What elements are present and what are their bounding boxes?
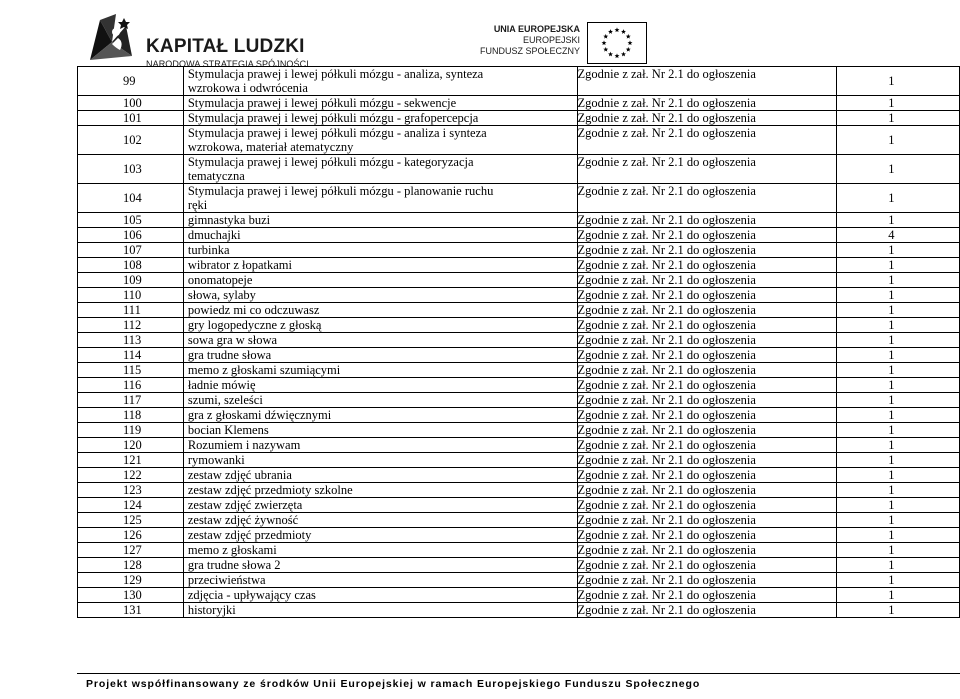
eu-logo-text xyxy=(480,24,580,57)
row-status: Zgodnie z zał. Nr 2.1 do ogłoszenia xyxy=(577,573,837,588)
row-description xyxy=(183,543,577,558)
row-number: 114 xyxy=(78,348,184,363)
row-number: 121 xyxy=(78,453,184,468)
row-number: 111 xyxy=(78,303,184,318)
kapital-ludzki-subtitle: NARODOWA STRATEGIA SPÓJNOŚCI xyxy=(146,59,309,69)
row-status: Zgodnie z zał. Nr 2.1 do ogłoszenia xyxy=(577,423,837,438)
row-quantity: 1 xyxy=(837,438,960,453)
row-number: 115 xyxy=(78,363,184,378)
row-status: Zgodnie z zał. Nr 2.1 do ogłoszenia xyxy=(577,213,837,228)
row-status: Zgodnie z zał. Nr 2.1 do ogłoszenia xyxy=(577,348,837,363)
row-number: 104 xyxy=(78,184,184,213)
row-number: 110 xyxy=(78,288,184,303)
table-row xyxy=(78,543,960,558)
table-row xyxy=(78,513,960,528)
table-row xyxy=(78,333,960,348)
row-quantity: 1 xyxy=(837,273,960,288)
row-description xyxy=(183,528,577,543)
row-quantity: 1 xyxy=(837,184,960,213)
description-line: historyjki xyxy=(187,603,236,617)
row-status: Zgodnie z zał. Nr 2.1 do ogłoszenia xyxy=(577,513,837,528)
description-line: gimnastyka buzi xyxy=(187,213,271,227)
description-line: Stymulacja prawej i lewej półkuli mózgu - analiza i synteza xyxy=(187,126,487,140)
page-header xyxy=(0,0,960,68)
row-status: Zgodnie z zał. Nr 2.1 do ogłoszenia xyxy=(577,155,837,184)
footer-text: Projekt współfinansowany ze środków Unii Europejskiej w ramach Europejskiego Funduszu Społecznego xyxy=(86,678,701,690)
table-row xyxy=(78,243,960,258)
table-row xyxy=(78,573,960,588)
eu-logo-line2: EUROPEJSKI xyxy=(522,35,580,45)
row-description xyxy=(183,438,577,453)
description-line: słowa, sylaby xyxy=(187,288,256,302)
row-number: 120 xyxy=(78,438,184,453)
row-quantity: 1 xyxy=(837,318,960,333)
row-description xyxy=(183,363,577,378)
description-line: zestaw zdjęć przedmioty xyxy=(187,528,312,542)
row-status: Zgodnie z zał. Nr 2.1 do ogłoszenia xyxy=(577,67,837,96)
row-quantity: 1 xyxy=(837,603,960,618)
row-quantity: 1 xyxy=(837,588,960,603)
row-description xyxy=(183,378,577,393)
row-status: Zgodnie z zał. Nr 2.1 do ogłoszenia xyxy=(577,333,837,348)
description-line: zestaw zdjęć żywność xyxy=(187,513,299,527)
footer-divider xyxy=(77,673,960,674)
row-number: 117 xyxy=(78,393,184,408)
row-number: 128 xyxy=(78,558,184,573)
row-status: Zgodnie z zał. Nr 2.1 do ogłoszenia xyxy=(577,363,837,378)
row-number: 113 xyxy=(78,333,184,348)
description-line: zestaw zdjęć ubrania xyxy=(187,468,292,482)
row-status: Zgodnie z zał. Nr 2.1 do ogłoszenia xyxy=(577,228,837,243)
row-description xyxy=(183,603,577,618)
table-row xyxy=(78,67,960,96)
row-description xyxy=(183,228,577,243)
table-row xyxy=(78,303,960,318)
description-line: Stymulacja prawej i lewej półkuli mózgu - sekwencje xyxy=(187,96,457,110)
row-quantity: 1 xyxy=(837,213,960,228)
table-row xyxy=(78,126,960,155)
row-status: Zgodnie z zał. Nr 2.1 do ogłoszenia xyxy=(577,543,837,558)
row-quantity: 1 xyxy=(837,483,960,498)
description-line: wibrator z łopatkami xyxy=(187,258,292,272)
description-line: dmuchajki xyxy=(187,228,241,242)
row-number: 122 xyxy=(78,468,184,483)
row-description xyxy=(183,558,577,573)
row-number: 119 xyxy=(78,423,184,438)
row-quantity: 1 xyxy=(837,513,960,528)
row-description xyxy=(183,573,577,588)
table-row xyxy=(78,378,960,393)
description-line: gra trudne słowa 2 xyxy=(187,558,281,572)
description-line: onomatopeje xyxy=(187,273,253,287)
description-line: sowa gra w słowa xyxy=(187,333,278,347)
row-description xyxy=(183,155,577,184)
row-number: 109 xyxy=(78,273,184,288)
description-line: Stymulacja prawej i lewej półkuli mózgu - analiza, synteza xyxy=(187,67,484,81)
row-number: 130 xyxy=(78,588,184,603)
row-number: 108 xyxy=(78,258,184,273)
row-quantity: 1 xyxy=(837,378,960,393)
row-description xyxy=(183,513,577,528)
row-quantity: 1 xyxy=(837,468,960,483)
table-row xyxy=(78,453,960,468)
description-line: gry logopedyczne z głoską xyxy=(187,318,322,332)
table-row xyxy=(78,155,960,184)
row-status: Zgodnie z zał. Nr 2.1 do ogłoszenia xyxy=(577,303,837,318)
row-quantity: 1 xyxy=(837,67,960,96)
row-status: Zgodnie z zał. Nr 2.1 do ogłoszenia xyxy=(577,288,837,303)
row-quantity: 1 xyxy=(837,558,960,573)
table-row xyxy=(78,228,960,243)
row-quantity: 1 xyxy=(837,243,960,258)
row-quantity: 1 xyxy=(837,333,960,348)
row-quantity: 1 xyxy=(837,573,960,588)
description-line: zestaw zdjęć zwierzęta xyxy=(187,498,303,512)
row-quantity: 1 xyxy=(837,111,960,126)
eu-logo-line3: FUNDUSZ SPOŁECZNY xyxy=(480,46,581,56)
row-status: Zgodnie z zał. Nr 2.1 do ogłoszenia xyxy=(577,393,837,408)
row-number: 103 xyxy=(78,155,184,184)
row-status: Zgodnie z zał. Nr 2.1 do ogłoszenia xyxy=(577,184,837,213)
row-status: Zgodnie z zał. Nr 2.1 do ogłoszenia xyxy=(577,111,837,126)
row-status: Zgodnie z zał. Nr 2.1 do ogłoszenia xyxy=(577,528,837,543)
row-quantity: 1 xyxy=(837,528,960,543)
table-row xyxy=(78,184,960,213)
table-row xyxy=(78,408,960,423)
row-quantity: 1 xyxy=(837,303,960,318)
row-status: Zgodnie z zał. Nr 2.1 do ogłoszenia xyxy=(577,318,837,333)
table-row xyxy=(78,363,960,378)
row-number: 107 xyxy=(78,243,184,258)
row-quantity: 1 xyxy=(837,393,960,408)
row-number: 102 xyxy=(78,126,184,155)
row-description xyxy=(183,258,577,273)
row-quantity: 1 xyxy=(837,498,960,513)
row-number: 100 xyxy=(78,96,184,111)
description-line: szumi, szeleści xyxy=(187,393,263,407)
row-number: 99 xyxy=(78,67,184,96)
row-description xyxy=(183,96,577,111)
row-status: Zgodnie z zał. Nr 2.1 do ogłoszenia xyxy=(577,258,837,273)
description-line: ładnie mówię xyxy=(187,378,256,392)
row-number: 106 xyxy=(78,228,184,243)
description-line: turbinka xyxy=(187,243,230,257)
eu-logo-line1: UNIA EUROPEJSKA xyxy=(493,24,580,34)
table-row xyxy=(78,468,960,483)
row-quantity: 1 xyxy=(837,408,960,423)
table-row xyxy=(78,483,960,498)
table-row xyxy=(78,318,960,333)
table-row xyxy=(78,423,960,438)
kapital-ludzki-emblem-icon xyxy=(86,12,138,64)
row-description xyxy=(183,111,577,126)
row-number: 129 xyxy=(78,573,184,588)
description-line: bocian Klemens xyxy=(187,423,269,437)
table-row xyxy=(78,603,960,618)
description-line: ręki xyxy=(187,198,208,212)
table-row xyxy=(78,258,960,273)
row-status: Zgodnie z zał. Nr 2.1 do ogłoszenia xyxy=(577,273,837,288)
description-line: Rozumiem i nazywam xyxy=(187,438,301,452)
row-number: 116 xyxy=(78,378,184,393)
table-row xyxy=(78,528,960,543)
row-number: 105 xyxy=(78,213,184,228)
row-number: 124 xyxy=(78,498,184,513)
row-description xyxy=(183,588,577,603)
table-row xyxy=(78,438,960,453)
table-row xyxy=(78,498,960,513)
row-description xyxy=(183,184,577,213)
row-description xyxy=(183,288,577,303)
eu-logo xyxy=(480,22,650,64)
row-status: Zgodnie z zał. Nr 2.1 do ogłoszenia xyxy=(577,378,837,393)
description-line: memo z głoskami xyxy=(187,543,277,557)
kapital-ludzki-logo xyxy=(86,12,309,69)
description-line: wzrokowa i odwrócenia xyxy=(187,81,308,95)
row-status: Zgodnie z zał. Nr 2.1 do ogłoszenia xyxy=(577,243,837,258)
row-quantity: 1 xyxy=(837,258,960,273)
row-status: Zgodnie z zał. Nr 2.1 do ogłoszenia xyxy=(577,408,837,423)
description-line: Stymulacja prawej i lewej półkuli mózgu - kategoryzacja xyxy=(187,155,474,169)
description-line: Stymulacja prawej i lewej półkuli mózgu - grafopercepcja xyxy=(187,111,479,125)
row-quantity: 1 xyxy=(837,453,960,468)
row-quantity: 1 xyxy=(837,96,960,111)
row-status: Zgodnie z zał. Nr 2.1 do ogłoszenia xyxy=(577,453,837,468)
description-line: powiedz mi co odczuwasz xyxy=(187,303,320,317)
description-line: rymowanki xyxy=(187,453,245,467)
kapital-ludzki-title: KAPITAŁ LUDZKI xyxy=(146,36,305,57)
items-table xyxy=(77,66,960,618)
description-line: gra trudne słowa xyxy=(187,348,272,362)
row-description xyxy=(183,273,577,288)
row-description xyxy=(183,498,577,513)
table-row xyxy=(78,348,960,363)
description-line: gra z głoskami dźwięcznymi xyxy=(187,408,332,422)
row-status: Zgodnie z zał. Nr 2.1 do ogłoszenia xyxy=(577,96,837,111)
row-description xyxy=(183,243,577,258)
row-description xyxy=(183,318,577,333)
row-quantity: 1 xyxy=(837,363,960,378)
row-status: Zgodnie z zał. Nr 2.1 do ogłoszenia xyxy=(577,603,837,618)
row-description xyxy=(183,303,577,318)
table-row xyxy=(78,213,960,228)
row-status: Zgodnie z zał. Nr 2.1 do ogłoszenia xyxy=(577,468,837,483)
description-line: Stymulacja prawej i lewej półkuli mózgu - planowanie ruchu xyxy=(187,184,494,198)
table-row xyxy=(78,393,960,408)
row-description xyxy=(183,126,577,155)
row-quantity: 1 xyxy=(837,126,960,155)
row-status: Zgodnie z zał. Nr 2.1 do ogłoszenia xyxy=(577,588,837,603)
row-number: 125 xyxy=(78,513,184,528)
row-quantity: 1 xyxy=(837,288,960,303)
description-line: wzrokowa, materiał atematyczny xyxy=(187,140,354,154)
row-description xyxy=(183,213,577,228)
row-number: 112 xyxy=(78,318,184,333)
row-status: Zgodnie z zał. Nr 2.1 do ogłoszenia xyxy=(577,498,837,513)
description-line: zdjęcia - upływający czas xyxy=(187,588,316,602)
table-row xyxy=(78,273,960,288)
row-description xyxy=(183,468,577,483)
row-description xyxy=(183,348,577,363)
description-line: memo z głoskami szumiącymi xyxy=(187,363,341,377)
row-description xyxy=(183,408,577,423)
row-number: 123 xyxy=(78,483,184,498)
row-description xyxy=(183,393,577,408)
row-description xyxy=(183,483,577,498)
row-description xyxy=(183,453,577,468)
eu-flag-icon xyxy=(587,22,647,64)
items-table-body xyxy=(78,67,960,618)
table-row xyxy=(78,288,960,303)
row-status: Zgodnie z zał. Nr 2.1 do ogłoszenia xyxy=(577,483,837,498)
table-row xyxy=(78,96,960,111)
row-number: 118 xyxy=(78,408,184,423)
row-description xyxy=(183,333,577,348)
table-row xyxy=(78,558,960,573)
table-row xyxy=(78,588,960,603)
row-quantity: 1 xyxy=(837,423,960,438)
row-status: Zgodnie z zał. Nr 2.1 do ogłoszenia xyxy=(577,126,837,155)
description-line: zestaw zdjęć przedmioty szkolne xyxy=(187,483,353,497)
row-description xyxy=(183,423,577,438)
row-status: Zgodnie z zał. Nr 2.1 do ogłoszenia xyxy=(577,438,837,453)
row-quantity: 1 xyxy=(837,155,960,184)
row-number: 127 xyxy=(78,543,184,558)
description-line: przeciwieństwa xyxy=(187,573,266,587)
row-number: 126 xyxy=(78,528,184,543)
description-line: tematyczna xyxy=(187,169,245,183)
table-row xyxy=(78,111,960,126)
row-status: Zgodnie z zał. Nr 2.1 do ogłoszenia xyxy=(577,558,837,573)
row-quantity: 1 xyxy=(837,348,960,363)
row-number: 101 xyxy=(78,111,184,126)
row-description xyxy=(183,67,577,96)
row-quantity: 4 xyxy=(837,228,960,243)
row-number: 131 xyxy=(78,603,184,618)
row-quantity: 1 xyxy=(837,543,960,558)
